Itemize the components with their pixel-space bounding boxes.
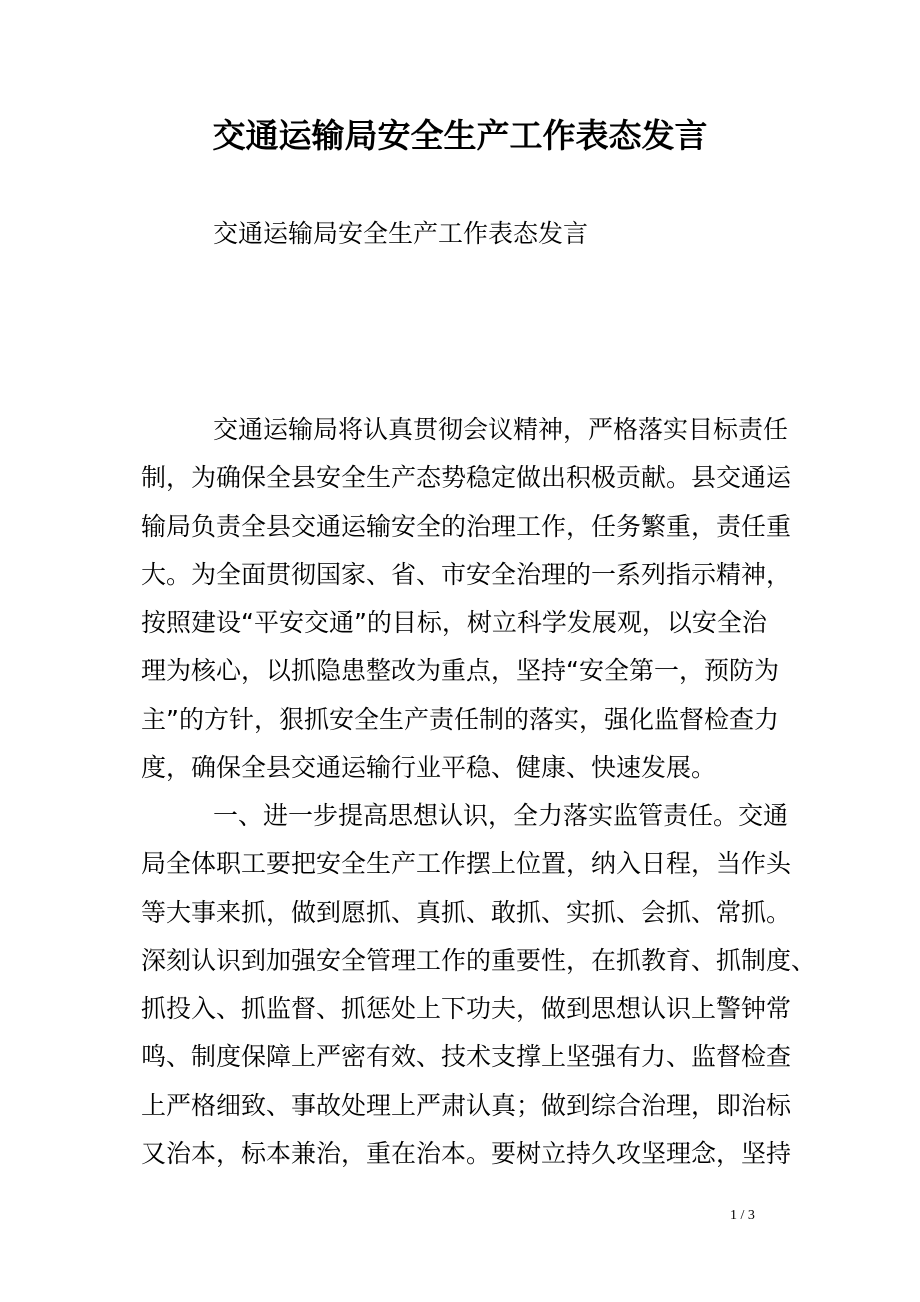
page-number: 1 / 3 bbox=[730, 1208, 755, 1223]
document-subtitle: 交通运输局安全生产工作表态发言 bbox=[213, 219, 589, 248]
paragraph-line: 深刻认识到加强安全管理工作的重要性，在抓教育、抓制度、 bbox=[141, 945, 817, 975]
paragraph-line: 抓投入、抓监督、抓惩处上下功夫，做到思想认识上警钟常 bbox=[141, 994, 792, 1024]
paragraph-line: 一、进一步提高思想认识，全力落实监管责任。交通 bbox=[213, 801, 789, 830]
paragraph-line: 等大事来抓，做到愿抓、真抓、敢抓、实抓、会抓、常抓。 bbox=[141, 897, 792, 927]
paragraph-line: 主”的方针，狠抓安全生产责任制的落实，强化监督检查力 bbox=[141, 704, 779, 734]
paragraph-line: 度，确保全县交通运输行业平稳、健康、快速发展。 bbox=[141, 753, 717, 783]
paragraph-line: 理为核心，以抓隐患整改为重点，坚持“安全第一，预防为 bbox=[141, 656, 779, 686]
paragraph-line: 大。为全面贯彻国家、省、市安全治理的一系列指示精神， bbox=[141, 559, 792, 589]
paragraph-line: 制，为确保全县安全生产态势稳定做出积极贡献。县交通运 bbox=[141, 463, 792, 493]
paragraph-line: 局全体职工要把安全生产工作摆上位置，纳入日程，当作头 bbox=[141, 849, 792, 879]
paragraph-line: 输局负责全县交通运输安全的治理工作，任务繁重，责任重 bbox=[141, 511, 792, 541]
paragraph-line: 按照建设“平安交通”的目标，树立科学发展观，以安全治 bbox=[141, 608, 767, 638]
paragraph-line: 又治本，标本兼治，重在治本。要树立持久攻坚理念，坚持 bbox=[141, 1139, 792, 1169]
paragraph-intro bbox=[141, 406, 792, 792]
document-title: 交通运输局安全生产工作表态发言 bbox=[212, 116, 708, 155]
paragraph-line: 鸣、制度保障上严密有效、技术支撑上坚强有力、监督检查 bbox=[141, 1042, 792, 1072]
paragraph-line: 交通运输局将认真贯彻会议精神，严格落实目标责任 bbox=[213, 415, 789, 444]
paragraph-line: 上严格细致、事故处理上严肃认真；做到综合治理，即治标 bbox=[141, 1090, 792, 1120]
paragraph-section-one bbox=[141, 792, 817, 1178]
